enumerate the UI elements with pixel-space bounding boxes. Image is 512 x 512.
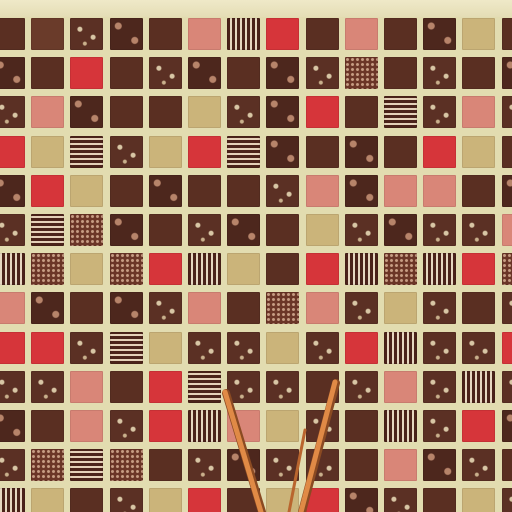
fabric-square-floral (502, 175, 512, 207)
fabric-square-tan (462, 18, 495, 50)
fabric-square-paisley (423, 57, 456, 89)
fabric-square-red (462, 253, 495, 285)
fabric-square-dark (149, 214, 182, 246)
fabric-square-floral (110, 214, 143, 246)
fabric-square-tan (149, 136, 182, 168)
fabric-square-floral (423, 18, 456, 50)
fabric-square-red (345, 332, 378, 364)
fabric-square-dots (70, 214, 103, 246)
fabric-square-dark (462, 57, 495, 89)
fabric-square-stripe (345, 253, 378, 285)
fabric-square-red (70, 57, 103, 89)
fabric-square-floral (266, 96, 299, 128)
fabric-square-dark (345, 449, 378, 481)
fabric-square-floral (31, 292, 64, 324)
fabric-square-dark (462, 175, 495, 207)
fabric-square-paisley (110, 410, 143, 442)
fabric-square-tan (188, 96, 221, 128)
fabric-square-paisley (423, 371, 456, 403)
fabric-square-red (188, 488, 221, 512)
quilt-top-border (0, 0, 512, 17)
fabric-square-paisley (502, 488, 512, 512)
fabric-square-dark (345, 96, 378, 128)
fabric-square-pink (384, 175, 417, 207)
fabric-square-floral (345, 175, 378, 207)
fabric-square-pink (345, 18, 378, 50)
fabric-square-paisley (266, 449, 299, 481)
fabric-square-dark (384, 18, 417, 50)
fabric-square-paisley (462, 332, 495, 364)
fabric-square-paisley (345, 292, 378, 324)
fabric-square-dots (345, 57, 378, 89)
fabric-square-dark (149, 96, 182, 128)
fabric-square-paisley (0, 96, 25, 128)
fabric-square-pink (0, 292, 25, 324)
fabric-square-pink (70, 410, 103, 442)
fabric-square-floral (0, 410, 25, 442)
fabric-square-pink (462, 96, 495, 128)
fabric-square-floral (227, 214, 260, 246)
fabric-square-floral (0, 175, 25, 207)
fabric-square-paisley (227, 332, 260, 364)
fabric-square-hstripe (110, 332, 143, 364)
fabric-square-paisley (70, 332, 103, 364)
fabric-square-stripe (188, 253, 221, 285)
fabric-square-dark (384, 57, 417, 89)
fabric-square-dark (31, 410, 64, 442)
fabric-square-floral (0, 57, 25, 89)
fabric-square-paisley (227, 371, 260, 403)
fabric-square-paisley (0, 449, 25, 481)
fabric-square-tan (31, 136, 64, 168)
fabric-square-pink (502, 214, 512, 246)
fabric-square-paisley (266, 371, 299, 403)
fabric-square-paisley (345, 214, 378, 246)
fabric-square-dark (462, 292, 495, 324)
fabric-square-paisley (502, 371, 512, 403)
fabric-square-hstripe (227, 136, 260, 168)
fabric-square-pink (188, 18, 221, 50)
fabric-square-dark (502, 136, 512, 168)
fabric-square-tan (266, 488, 299, 512)
fabric-square-dots (266, 292, 299, 324)
fabric-square-floral (227, 449, 260, 481)
fabric-square-paisley (188, 449, 221, 481)
fabric-square-red (306, 96, 339, 128)
fabric-square-dark (384, 136, 417, 168)
fabric-square-brown (31, 18, 64, 50)
fabric-square-stripe (227, 18, 260, 50)
fabric-square-stripe (462, 371, 495, 403)
fabric-square-dark (110, 371, 143, 403)
fabric-square-pink (188, 292, 221, 324)
fabric-square-stripe (0, 488, 25, 512)
fabric-square-floral (149, 175, 182, 207)
fabric-square-paisley (188, 332, 221, 364)
fabric-square-pink (70, 371, 103, 403)
fabric-square-tan (306, 214, 339, 246)
fabric-square-pink (31, 96, 64, 128)
fabric-square-dark (227, 175, 260, 207)
fabric-square-pink (423, 175, 456, 207)
fabric-square-red (306, 253, 339, 285)
fabric-square-floral (384, 214, 417, 246)
fabric-square-dark (306, 18, 339, 50)
fabric-square-dark (149, 449, 182, 481)
fabric-square-red (149, 410, 182, 442)
fabric-square-paisley (149, 57, 182, 89)
fabric-square-paisley (149, 292, 182, 324)
fabric-square-floral (502, 410, 512, 442)
fabric-square-floral (345, 488, 378, 512)
fabric-square-paisley (423, 410, 456, 442)
fabric-square-stripe (384, 332, 417, 364)
fabric-square-paisley (462, 214, 495, 246)
fabric-square-dark (227, 488, 260, 512)
fabric-square-dots (31, 253, 64, 285)
fabric-square-red (31, 332, 64, 364)
fabric-square-dark (110, 175, 143, 207)
fabric-square-stripe (0, 253, 25, 285)
fabric-square-hstripe (31, 214, 64, 246)
fabric-square-paisley (345, 371, 378, 403)
fabric-square-paisley (423, 214, 456, 246)
fabric-square-tan (384, 292, 417, 324)
fabric-square-dark (70, 292, 103, 324)
fabric-square-red (0, 332, 25, 364)
fabric-square-dots (110, 253, 143, 285)
fabric-square-floral (266, 136, 299, 168)
fabric-square-floral (423, 449, 456, 481)
fabric-square-paisley (306, 449, 339, 481)
fabric-square-paisley (110, 136, 143, 168)
fabric-square-floral (345, 136, 378, 168)
fabric-square-dark (188, 175, 221, 207)
fabric-square-dark (0, 18, 25, 50)
fabric-square-tan (31, 488, 64, 512)
fabric-square-dark (227, 292, 260, 324)
fabric-square-paisley (384, 488, 417, 512)
fabric-square-dark (149, 18, 182, 50)
fabric-square-pink (306, 292, 339, 324)
fabric-square-hstripe (70, 449, 103, 481)
fabric-square-tan (266, 410, 299, 442)
fabric-square-floral (266, 57, 299, 89)
fabric-square-dark (306, 136, 339, 168)
fabric-square-stripe (188, 410, 221, 442)
fabric-square-stripe (423, 253, 456, 285)
fabric-square-pink (306, 175, 339, 207)
fabric-square-tan (149, 488, 182, 512)
fabric-square-red (462, 410, 495, 442)
fabric-square-red (423, 136, 456, 168)
fabric-square-floral (110, 292, 143, 324)
fabric-square-red (266, 18, 299, 50)
fabric-square-dark (227, 57, 260, 89)
fabric-square-dark (306, 371, 339, 403)
fabric-square-dots (110, 449, 143, 481)
fabric-square-dark (423, 488, 456, 512)
fabric-square-hstripe (384, 96, 417, 128)
fabric-square-paisley (502, 96, 512, 128)
fabric-square-paisley (423, 96, 456, 128)
fabric-square-stripe (384, 410, 417, 442)
fabric-square-dark (502, 449, 512, 481)
fabric-square-paisley (462, 449, 495, 481)
fabric-square-paisley (266, 175, 299, 207)
fabric-square-paisley (31, 371, 64, 403)
fabric-square-pink (227, 410, 260, 442)
fabric-square-paisley (423, 332, 456, 364)
fabric-square-grid (0, 18, 512, 512)
fabric-square-paisley (306, 332, 339, 364)
fabric-square-dark (266, 253, 299, 285)
fabric-square-tan (70, 175, 103, 207)
fabric-square-paisley (502, 292, 512, 324)
fabric-square-paisley (227, 96, 260, 128)
fabric-square-floral (110, 18, 143, 50)
fabric-square-tan (266, 332, 299, 364)
fabric-square-paisley (306, 57, 339, 89)
fabric-square-pink (384, 371, 417, 403)
fabric-square-hstripe (70, 136, 103, 168)
fabric-square-red (0, 136, 25, 168)
fabric-square-red (306, 488, 339, 512)
fabric-square-dark (110, 57, 143, 89)
fabric-square-dots (384, 253, 417, 285)
fabric-square-floral (188, 57, 221, 89)
fabric-square-dark (110, 96, 143, 128)
fabric-square-paisley (306, 410, 339, 442)
fabric-square-dark (502, 18, 512, 50)
fabric-square-dark (70, 488, 103, 512)
fabric-square-paisley (188, 214, 221, 246)
fabric-square-paisley (110, 488, 143, 512)
fabric-square-tan (462, 488, 495, 512)
fabric-square-pink (384, 449, 417, 481)
fabric-square-red (149, 371, 182, 403)
fabric-square-tan (227, 253, 260, 285)
fabric-square-floral (502, 57, 512, 89)
fabric-square-paisley (0, 214, 25, 246)
fabric-square-paisley (423, 292, 456, 324)
fabric-square-dark (345, 410, 378, 442)
fabric-square-red (31, 175, 64, 207)
fabric-square-dark (266, 214, 299, 246)
fabric-square-floral (70, 96, 103, 128)
fabric-square-red (502, 332, 512, 364)
fabric-square-red (188, 136, 221, 168)
fabric-square-dark (31, 57, 64, 89)
fabric-square-dots (502, 253, 512, 285)
fabric-square-paisley (0, 371, 25, 403)
fabric-square-tan (149, 332, 182, 364)
fabric-square-tan (462, 136, 495, 168)
fabric-square-hstripe (188, 371, 221, 403)
fabric-square-tan (70, 253, 103, 285)
fabric-square-red (149, 253, 182, 285)
fabric-square-dots (31, 449, 64, 481)
fabric-square-paisley (70, 18, 103, 50)
